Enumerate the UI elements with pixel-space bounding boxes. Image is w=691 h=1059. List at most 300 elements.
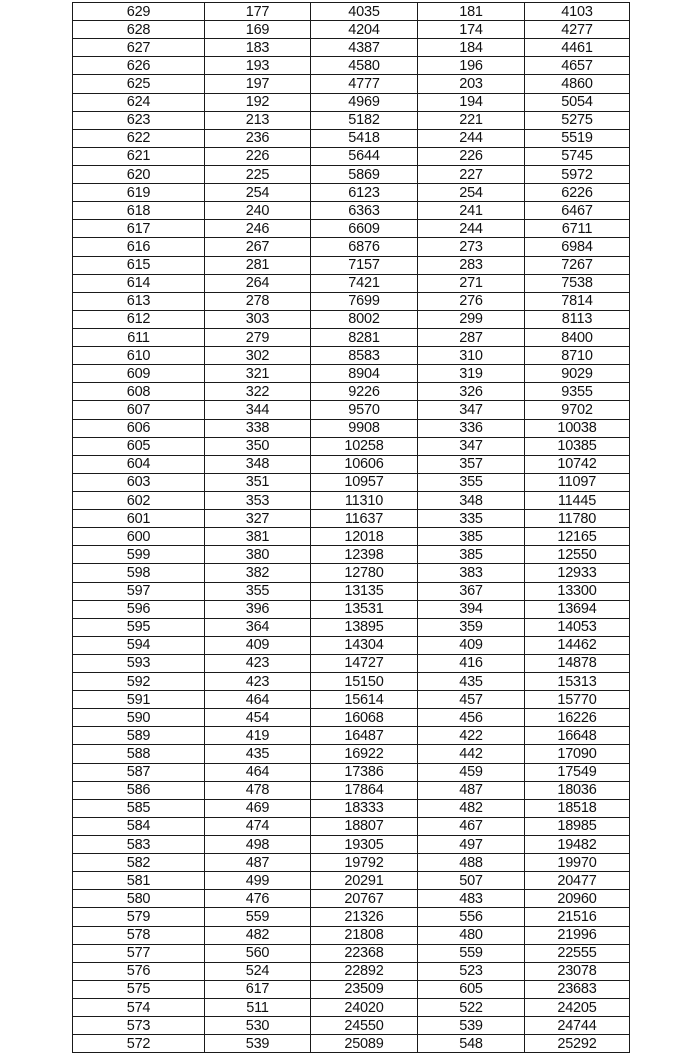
table-row bbox=[73, 709, 630, 727]
table-row bbox=[73, 419, 630, 437]
cumulative-b-cell: 16648 bbox=[525, 727, 630, 745]
score-cell: 584 bbox=[73, 817, 205, 835]
table-row bbox=[73, 21, 630, 39]
cumulative-a-cell: 11310 bbox=[311, 491, 418, 509]
cumulative-a-cell: 5644 bbox=[311, 147, 418, 165]
cumulative-b-cell: 14462 bbox=[525, 636, 630, 654]
cumulative-b-cell: 7267 bbox=[525, 256, 630, 274]
score-cell: 627 bbox=[73, 39, 205, 57]
cumulative-a-cell: 10606 bbox=[311, 455, 418, 473]
cumulative-b-cell: 8113 bbox=[525, 310, 630, 328]
count-b-cell: 244 bbox=[418, 220, 525, 238]
score-cell: 602 bbox=[73, 491, 205, 509]
cumulative-a-cell: 4035 bbox=[311, 3, 418, 21]
cumulative-a-cell: 16068 bbox=[311, 709, 418, 727]
count-b-cell: 194 bbox=[418, 93, 525, 111]
count-b-cell: 254 bbox=[418, 184, 525, 202]
cumulative-a-cell: 13135 bbox=[311, 582, 418, 600]
count-b-cell: 522 bbox=[418, 999, 525, 1017]
count-a-cell: 192 bbox=[205, 93, 311, 111]
cumulative-a-cell: 5869 bbox=[311, 165, 418, 183]
cumulative-a-cell: 23509 bbox=[311, 980, 418, 998]
table-row bbox=[73, 274, 630, 292]
cumulative-a-cell: 7157 bbox=[311, 256, 418, 274]
score-cell: 606 bbox=[73, 419, 205, 437]
cumulative-b-cell: 14878 bbox=[525, 654, 630, 672]
cumulative-a-cell: 7699 bbox=[311, 292, 418, 310]
cumulative-b-cell: 14053 bbox=[525, 618, 630, 636]
table-row bbox=[73, 111, 630, 129]
score-cell: 616 bbox=[73, 238, 205, 256]
cumulative-a-cell: 22368 bbox=[311, 944, 418, 962]
cumulative-a-cell: 18807 bbox=[311, 817, 418, 835]
cumulative-a-cell: 21326 bbox=[311, 908, 418, 926]
count-a-cell: 464 bbox=[205, 763, 311, 781]
count-b-cell: 507 bbox=[418, 872, 525, 890]
count-b-cell: 367 bbox=[418, 582, 525, 600]
cumulative-a-cell: 4204 bbox=[311, 21, 418, 39]
count-a-cell: 530 bbox=[205, 1017, 311, 1035]
cumulative-b-cell: 10385 bbox=[525, 437, 630, 455]
table-row bbox=[73, 890, 630, 908]
cumulative-a-cell: 8904 bbox=[311, 365, 418, 383]
score-cell: 613 bbox=[73, 292, 205, 310]
cumulative-a-cell: 7421 bbox=[311, 274, 418, 292]
table-row bbox=[73, 473, 630, 491]
count-b-cell: 556 bbox=[418, 908, 525, 926]
cumulative-b-cell: 15770 bbox=[525, 691, 630, 709]
table-row bbox=[73, 401, 630, 419]
score-cell: 593 bbox=[73, 654, 205, 672]
table-row bbox=[73, 727, 630, 745]
score-cell: 608 bbox=[73, 383, 205, 401]
table-row bbox=[73, 292, 630, 310]
cumulative-a-cell: 11637 bbox=[311, 510, 418, 528]
table-row bbox=[73, 636, 630, 654]
cumulative-b-cell: 5745 bbox=[525, 147, 630, 165]
cumulative-a-cell: 8002 bbox=[311, 310, 418, 328]
score-cell: 624 bbox=[73, 93, 205, 111]
cumulative-a-cell: 8583 bbox=[311, 347, 418, 365]
table-row bbox=[73, 999, 630, 1017]
score-cell: 617 bbox=[73, 220, 205, 238]
score-cell: 587 bbox=[73, 763, 205, 781]
score-cell: 625 bbox=[73, 75, 205, 93]
table-row bbox=[73, 328, 630, 346]
count-b-cell: 326 bbox=[418, 383, 525, 401]
count-b-cell: 457 bbox=[418, 691, 525, 709]
count-a-cell: 226 bbox=[205, 147, 311, 165]
count-a-cell: 279 bbox=[205, 328, 311, 346]
cumulative-a-cell: 12398 bbox=[311, 546, 418, 564]
count-a-cell: 435 bbox=[205, 745, 311, 763]
cumulative-b-cell: 18036 bbox=[525, 781, 630, 799]
score-cell: 575 bbox=[73, 980, 205, 998]
table-row bbox=[73, 836, 630, 854]
cumulative-b-cell: 13300 bbox=[525, 582, 630, 600]
cumulative-b-cell: 16226 bbox=[525, 709, 630, 727]
cumulative-b-cell: 11780 bbox=[525, 510, 630, 528]
score-cell: 618 bbox=[73, 202, 205, 220]
count-b-cell: 422 bbox=[418, 727, 525, 745]
table-row bbox=[73, 546, 630, 564]
count-b-cell: 181 bbox=[418, 3, 525, 21]
table-row bbox=[73, 854, 630, 872]
cumulative-a-cell: 5418 bbox=[311, 129, 418, 147]
table-row bbox=[73, 57, 630, 75]
count-a-cell: 197 bbox=[205, 75, 311, 93]
score-cell: 579 bbox=[73, 908, 205, 926]
table-body bbox=[73, 3, 630, 1053]
table-row bbox=[73, 491, 630, 509]
count-a-cell: 364 bbox=[205, 618, 311, 636]
score-cell: 595 bbox=[73, 618, 205, 636]
count-a-cell: 264 bbox=[205, 274, 311, 292]
cumulative-b-cell: 19970 bbox=[525, 854, 630, 872]
cumulative-a-cell: 16487 bbox=[311, 727, 418, 745]
score-cell: 582 bbox=[73, 854, 205, 872]
cumulative-b-cell: 9355 bbox=[525, 383, 630, 401]
cumulative-a-cell: 12018 bbox=[311, 528, 418, 546]
count-a-cell: 487 bbox=[205, 854, 311, 872]
count-b-cell: 227 bbox=[418, 165, 525, 183]
count-b-cell: 196 bbox=[418, 57, 525, 75]
cumulative-a-cell: 24550 bbox=[311, 1017, 418, 1035]
score-cell: 615 bbox=[73, 256, 205, 274]
table-row bbox=[73, 528, 630, 546]
table-row bbox=[73, 582, 630, 600]
cumulative-b-cell: 24205 bbox=[525, 999, 630, 1017]
table-row bbox=[73, 564, 630, 582]
table-row bbox=[73, 256, 630, 274]
count-a-cell: 278 bbox=[205, 292, 311, 310]
count-b-cell: 347 bbox=[418, 401, 525, 419]
score-cell: 604 bbox=[73, 455, 205, 473]
count-a-cell: 396 bbox=[205, 600, 311, 618]
score-cell: 629 bbox=[73, 3, 205, 21]
count-b-cell: 480 bbox=[418, 926, 525, 944]
count-a-cell: 348 bbox=[205, 455, 311, 473]
count-a-cell: 267 bbox=[205, 238, 311, 256]
score-cell: 599 bbox=[73, 546, 205, 564]
cumulative-a-cell: 9226 bbox=[311, 383, 418, 401]
table-row bbox=[73, 238, 630, 256]
cumulative-b-cell: 10742 bbox=[525, 455, 630, 473]
cumulative-a-cell: 9570 bbox=[311, 401, 418, 419]
count-b-cell: 348 bbox=[418, 491, 525, 509]
score-cell: 609 bbox=[73, 365, 205, 383]
score-cell: 605 bbox=[73, 437, 205, 455]
count-a-cell: 355 bbox=[205, 582, 311, 600]
table-row bbox=[73, 310, 630, 328]
table-row bbox=[73, 926, 630, 944]
count-a-cell: 560 bbox=[205, 944, 311, 962]
count-a-cell: 254 bbox=[205, 184, 311, 202]
table-row bbox=[73, 600, 630, 618]
score-cell: 585 bbox=[73, 799, 205, 817]
count-a-cell: 511 bbox=[205, 999, 311, 1017]
count-a-cell: 476 bbox=[205, 890, 311, 908]
cumulative-b-cell: 15313 bbox=[525, 673, 630, 691]
table-row bbox=[73, 944, 630, 962]
cumulative-a-cell: 17386 bbox=[311, 763, 418, 781]
score-cell: 603 bbox=[73, 473, 205, 491]
cumulative-b-cell: 6226 bbox=[525, 184, 630, 202]
cumulative-a-cell: 5182 bbox=[311, 111, 418, 129]
table-row bbox=[73, 39, 630, 57]
cumulative-b-cell: 23078 bbox=[525, 962, 630, 980]
cumulative-b-cell: 6711 bbox=[525, 220, 630, 238]
cumulative-b-cell: 17549 bbox=[525, 763, 630, 781]
score-cell: 592 bbox=[73, 673, 205, 691]
count-a-cell: 225 bbox=[205, 165, 311, 183]
cumulative-a-cell: 14727 bbox=[311, 654, 418, 672]
score-cell: 586 bbox=[73, 781, 205, 799]
count-b-cell: 383 bbox=[418, 564, 525, 582]
count-b-cell: 184 bbox=[418, 39, 525, 57]
cumulative-b-cell: 8710 bbox=[525, 347, 630, 365]
count-a-cell: 303 bbox=[205, 310, 311, 328]
cumulative-a-cell: 12780 bbox=[311, 564, 418, 582]
table-row bbox=[73, 147, 630, 165]
table-row bbox=[73, 618, 630, 636]
cumulative-b-cell: 17090 bbox=[525, 745, 630, 763]
cumulative-b-cell: 11445 bbox=[525, 491, 630, 509]
table-row bbox=[73, 654, 630, 672]
score-cell: 578 bbox=[73, 926, 205, 944]
count-b-cell: 359 bbox=[418, 618, 525, 636]
score-cell: 626 bbox=[73, 57, 205, 75]
cumulative-a-cell: 22892 bbox=[311, 962, 418, 980]
count-a-cell: 327 bbox=[205, 510, 311, 528]
count-a-cell: 409 bbox=[205, 636, 311, 654]
table-row bbox=[73, 817, 630, 835]
cumulative-a-cell: 25089 bbox=[311, 1035, 418, 1053]
cumulative-a-cell: 6363 bbox=[311, 202, 418, 220]
cumulative-a-cell: 20767 bbox=[311, 890, 418, 908]
score-cell: 580 bbox=[73, 890, 205, 908]
cumulative-a-cell: 4777 bbox=[311, 75, 418, 93]
cumulative-b-cell: 20477 bbox=[525, 872, 630, 890]
cumulative-b-cell: 10038 bbox=[525, 419, 630, 437]
count-a-cell: 177 bbox=[205, 3, 311, 21]
cumulative-a-cell: 19792 bbox=[311, 854, 418, 872]
count-a-cell: 350 bbox=[205, 437, 311, 455]
cumulative-a-cell: 6123 bbox=[311, 184, 418, 202]
cumulative-a-cell: 20291 bbox=[311, 872, 418, 890]
count-a-cell: 423 bbox=[205, 654, 311, 672]
count-a-cell: 353 bbox=[205, 491, 311, 509]
table-row bbox=[73, 1035, 630, 1053]
score-cell: 623 bbox=[73, 111, 205, 129]
score-cell: 600 bbox=[73, 528, 205, 546]
count-b-cell: 271 bbox=[418, 274, 525, 292]
cumulative-a-cell: 4969 bbox=[311, 93, 418, 111]
cumulative-b-cell: 22555 bbox=[525, 944, 630, 962]
count-b-cell: 357 bbox=[418, 455, 525, 473]
cumulative-a-cell: 17864 bbox=[311, 781, 418, 799]
table-row bbox=[73, 673, 630, 691]
cumulative-a-cell: 9908 bbox=[311, 419, 418, 437]
count-b-cell: 409 bbox=[418, 636, 525, 654]
count-a-cell: 464 bbox=[205, 691, 311, 709]
score-cell: 572 bbox=[73, 1035, 205, 1053]
count-b-cell: 548 bbox=[418, 1035, 525, 1053]
count-a-cell: 193 bbox=[205, 57, 311, 75]
cumulative-b-cell: 12165 bbox=[525, 528, 630, 546]
cumulative-a-cell: 6876 bbox=[311, 238, 418, 256]
cumulative-b-cell: 5275 bbox=[525, 111, 630, 129]
count-b-cell: 497 bbox=[418, 836, 525, 854]
cumulative-a-cell: 15150 bbox=[311, 673, 418, 691]
cumulative-b-cell: 5054 bbox=[525, 93, 630, 111]
count-b-cell: 174 bbox=[418, 21, 525, 39]
cumulative-b-cell: 5519 bbox=[525, 129, 630, 147]
score-cell: 619 bbox=[73, 184, 205, 202]
cumulative-b-cell: 23683 bbox=[525, 980, 630, 998]
table-row bbox=[73, 202, 630, 220]
count-b-cell: 605 bbox=[418, 980, 525, 998]
count-b-cell: 467 bbox=[418, 817, 525, 835]
count-b-cell: 456 bbox=[418, 709, 525, 727]
count-b-cell: 287 bbox=[418, 328, 525, 346]
count-b-cell: 283 bbox=[418, 256, 525, 274]
count-b-cell: 523 bbox=[418, 962, 525, 980]
count-a-cell: 169 bbox=[205, 21, 311, 39]
table-row bbox=[73, 1017, 630, 1035]
count-b-cell: 241 bbox=[418, 202, 525, 220]
cumulative-a-cell: 18333 bbox=[311, 799, 418, 817]
cumulative-b-cell: 18985 bbox=[525, 817, 630, 835]
score-cell: 597 bbox=[73, 582, 205, 600]
count-a-cell: 302 bbox=[205, 347, 311, 365]
score-cell: 612 bbox=[73, 310, 205, 328]
count-b-cell: 385 bbox=[418, 528, 525, 546]
table-row bbox=[73, 799, 630, 817]
score-cell: 611 bbox=[73, 328, 205, 346]
cumulative-a-cell: 16922 bbox=[311, 745, 418, 763]
cumulative-b-cell: 4860 bbox=[525, 75, 630, 93]
score-cell: 576 bbox=[73, 962, 205, 980]
table-row bbox=[73, 872, 630, 890]
table-row bbox=[73, 184, 630, 202]
score-cell: 574 bbox=[73, 999, 205, 1017]
count-a-cell: 382 bbox=[205, 564, 311, 582]
cumulative-b-cell: 9029 bbox=[525, 365, 630, 383]
table-row bbox=[73, 93, 630, 111]
count-a-cell: 240 bbox=[205, 202, 311, 220]
count-a-cell: 322 bbox=[205, 383, 311, 401]
count-b-cell: 435 bbox=[418, 673, 525, 691]
count-b-cell: 310 bbox=[418, 347, 525, 365]
score-cell: 590 bbox=[73, 709, 205, 727]
table-row bbox=[73, 781, 630, 799]
cumulative-a-cell: 24020 bbox=[311, 999, 418, 1017]
count-b-cell: 273 bbox=[418, 238, 525, 256]
cumulative-a-cell: 6609 bbox=[311, 220, 418, 238]
count-a-cell: 559 bbox=[205, 908, 311, 926]
cumulative-b-cell: 4461 bbox=[525, 39, 630, 57]
cumulative-b-cell: 6984 bbox=[525, 238, 630, 256]
score-cell: 573 bbox=[73, 1017, 205, 1035]
count-a-cell: 482 bbox=[205, 926, 311, 944]
score-cell: 621 bbox=[73, 147, 205, 165]
count-b-cell: 482 bbox=[418, 799, 525, 817]
table-row bbox=[73, 3, 630, 21]
cumulative-b-cell: 21996 bbox=[525, 926, 630, 944]
cumulative-b-cell: 7814 bbox=[525, 292, 630, 310]
count-a-cell: 419 bbox=[205, 727, 311, 745]
cumulative-b-cell: 5972 bbox=[525, 165, 630, 183]
count-b-cell: 203 bbox=[418, 75, 525, 93]
table-row bbox=[73, 165, 630, 183]
count-b-cell: 347 bbox=[418, 437, 525, 455]
count-a-cell: 524 bbox=[205, 962, 311, 980]
count-b-cell: 559 bbox=[418, 944, 525, 962]
cumulative-a-cell: 15614 bbox=[311, 691, 418, 709]
cumulative-b-cell: 21516 bbox=[525, 908, 630, 926]
score-cell: 598 bbox=[73, 564, 205, 582]
count-a-cell: 423 bbox=[205, 673, 311, 691]
table-row bbox=[73, 908, 630, 926]
score-cell: 577 bbox=[73, 944, 205, 962]
cumulative-a-cell: 10957 bbox=[311, 473, 418, 491]
count-a-cell: 499 bbox=[205, 872, 311, 890]
count-b-cell: 299 bbox=[418, 310, 525, 328]
cumulative-b-cell: 7538 bbox=[525, 274, 630, 292]
cumulative-b-cell: 8400 bbox=[525, 328, 630, 346]
count-a-cell: 454 bbox=[205, 709, 311, 727]
table-row bbox=[73, 745, 630, 763]
cumulative-b-cell: 25292 bbox=[525, 1035, 630, 1053]
cumulative-a-cell: 4580 bbox=[311, 57, 418, 75]
cumulative-b-cell: 19482 bbox=[525, 836, 630, 854]
table-row bbox=[73, 691, 630, 709]
score-cell: 594 bbox=[73, 636, 205, 654]
count-b-cell: 442 bbox=[418, 745, 525, 763]
score-cell: 607 bbox=[73, 401, 205, 419]
cumulative-b-cell: 12933 bbox=[525, 564, 630, 582]
table-row bbox=[73, 220, 630, 238]
cumulative-b-cell: 6467 bbox=[525, 202, 630, 220]
cumulative-a-cell: 21808 bbox=[311, 926, 418, 944]
score-cell: 622 bbox=[73, 129, 205, 147]
cumulative-a-cell: 10258 bbox=[311, 437, 418, 455]
cumulative-a-cell: 13531 bbox=[311, 600, 418, 618]
count-a-cell: 281 bbox=[205, 256, 311, 274]
count-b-cell: 226 bbox=[418, 147, 525, 165]
count-b-cell: 244 bbox=[418, 129, 525, 147]
count-a-cell: 246 bbox=[205, 220, 311, 238]
table-row bbox=[73, 980, 630, 998]
count-a-cell: 469 bbox=[205, 799, 311, 817]
count-a-cell: 498 bbox=[205, 836, 311, 854]
score-cell: 610 bbox=[73, 347, 205, 365]
table-row bbox=[73, 510, 630, 528]
count-a-cell: 474 bbox=[205, 817, 311, 835]
count-a-cell: 183 bbox=[205, 39, 311, 57]
cumulative-b-cell: 4277 bbox=[525, 21, 630, 39]
count-a-cell: 478 bbox=[205, 781, 311, 799]
count-b-cell: 385 bbox=[418, 546, 525, 564]
count-b-cell: 539 bbox=[418, 1017, 525, 1035]
cumulative-b-cell: 13694 bbox=[525, 600, 630, 618]
count-b-cell: 335 bbox=[418, 510, 525, 528]
score-cell: 628 bbox=[73, 21, 205, 39]
score-cell: 596 bbox=[73, 600, 205, 618]
cumulative-a-cell: 13895 bbox=[311, 618, 418, 636]
count-b-cell: 355 bbox=[418, 473, 525, 491]
